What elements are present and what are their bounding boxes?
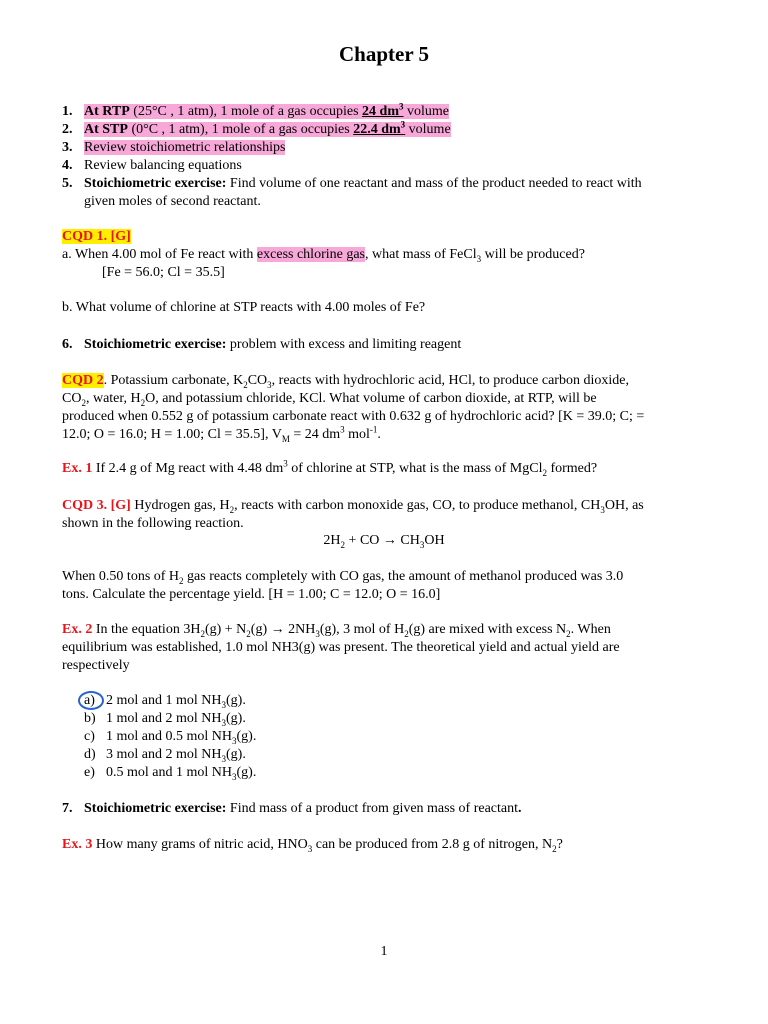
cqd2-line-4: 12.0; O = 16.0; H = 1.00; Cl = 35.5], $V_M = 24$ $dm^3$ mol$^{-1}$. [62, 424, 381, 444]
cqd3-line-1: CQD 3. [G] Hydrogen gas, $H_2$, reacts with carbon monoxide gas, CO, to produce methanol, $CH_3OH$, as [62, 498, 644, 515]
cqd1-label: CQD 1. [G] [62, 229, 131, 244]
list-item-5-continued: given moles of second reactant. [84, 194, 261, 209]
list-item-1: 1. At RTP (25°C , 1 atm), 1 mole of a gas occupies 24 $dm^3$ volume [62, 101, 449, 119]
ex2-option-e: e) 0.5 mol and 1 mol $NH_3(g)$. [84, 765, 257, 782]
ex2-option-a: a) 2 mol and 1 mol $NH_3(g)$. [84, 693, 246, 710]
list-item-5: 5. Stoichiometric exercise: Find volume of one reactant and mass of the product needed to react with [62, 176, 642, 191]
ex3-question: Ex. 3 How many grams of nitric acid, $HNO_3$ can be produced from 2.8 g of nitrogen, $N_2$? [62, 837, 563, 854]
cqd2-line-3: produced when 0.552 g of potassium carbonate react with 0.632 g of hydrochloric acid? [K = 39.0; C; = [62, 409, 645, 424]
page-title: Chapter 5 [338, 42, 430, 66]
cqd1-question-b: b. What volume of chlorine at STP reacts with 4.00 moles of Fe? [62, 300, 426, 315]
cqd1-masses: [Fe = 56.0; Cl = 35.5] [102, 265, 225, 280]
cqd3-line-2: shown in the following reaction. [62, 516, 244, 531]
list-item-4: 4. Review balancing equations [62, 158, 242, 173]
ex2-option-b: b) 1 mol and 2 mol $NH_3(g)$. [84, 711, 246, 728]
ex2-line-2: equilibrium was established, 1.0 mol NH3(g) was present. The theoretical yield and actual yield are [62, 640, 620, 655]
cqd3-equation: $2H_2$ + CO → $CH_3OH$ [323, 533, 445, 550]
ex2-option-c: c) 1 mol and 0.5 mol $NH_3(g)$. [84, 729, 257, 746]
list-item-2: 2. At STP (0°C , 1 atm), 1 mole of a gas occupies 22.4 $dm^3$ volume [62, 119, 451, 137]
cqd2-line-2: $CO_2$, water, $H_2O$, and potassium chloride, KCl. What volume of carbon dioxide, at RTP, will be [62, 391, 597, 408]
cqd3-paragraph-2: tons. Calculate the percentage yield. [H = 1.00; C = 12.0; O = 16.0] [62, 587, 441, 602]
list-item-7: 7. Stoichiometric exercise: Find mass of a product from given mass of reactant. [62, 801, 522, 816]
cqd1-question-a: a. When 4.00 mol of Fe react with excess chlorine gas, what mass of FeCl$_3$ will be produced? [62, 247, 585, 264]
cqd3-paragraph-1: When 0.50 tons of $H_2$ gas reacts completely with CO gas, the amount of methanol produced was 3.0 [62, 569, 624, 586]
list-item-6: 6. Stoichiometric exercise: problem with excess and limiting reagent [62, 337, 462, 352]
cqd2-line-1: CQD 2. Potassium carbonate, $K_2CO_3$, reacts with hydrochloric acid, HCl, to produce carbon dioxide, [62, 373, 629, 390]
ex2-line-3: respectively [62, 658, 130, 673]
page-number: 1 [380, 944, 388, 959]
ex2-option-d: d) 3 mol and 2 mol $NH_3(g)$. [84, 747, 246, 764]
ex2-line-1: Ex. 2 In the equation $3H_2(g) + N_2(g) \to 2NH_3(g)$, 3 mol of $H_2(g)$ are mixed with excess $N_2$. When [62, 622, 611, 639]
list-item-3: 3. Review stoichiometric relationships [62, 140, 286, 155]
ex1-question: Ex. 1 If 2.4 g of Mg react with 4.48 $dm^3$ of chlorine at STP, what is the mass of MgCl$_2$ formed? [62, 458, 598, 478]
answer-circle-mark [78, 691, 104, 710]
